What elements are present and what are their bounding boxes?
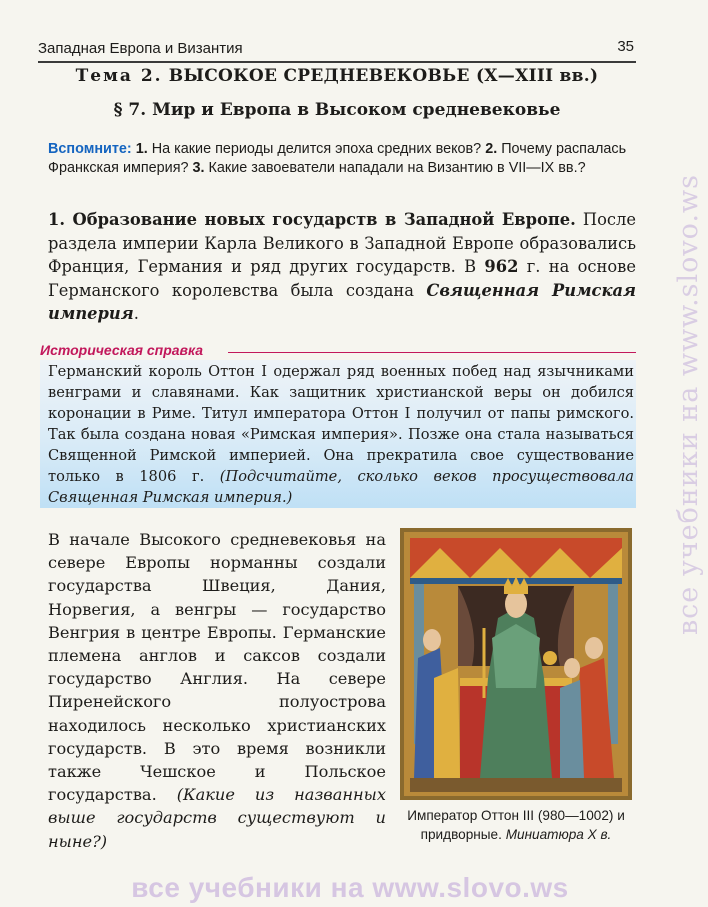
historical-note-body: Германский король Оттон I одержал ряд военных побед над язычниками венграми и славянами. Как защитник христианской веры он добился коронации в Риме. Титул императора Оттон I получил от папы римского. Так была создана новая «Римская империя». Позже она стала называться Священной Римской империей. Она прекратила свое существование только в 1806 г. [48, 363, 634, 485]
paragraph-title: § 7. Мир и Европа в Высоком средневековье [113, 100, 561, 120]
historical-note-label: Историческая справка [40, 342, 204, 358]
topic-title [38, 66, 636, 86]
historical-note-question: (Подсчитайте, сколько веков просуществовала Священная Римская империя.) [48, 468, 634, 506]
caption-main: Император Оттон III (980—1002) и придворные. [407, 808, 625, 842]
historical-note-text [48, 361, 634, 508]
remember-label: Вспомните: [48, 141, 132, 157]
miniature-illustration [400, 528, 632, 800]
section-2-question: (Какие из названных выше государств существуют и ныне?) [48, 785, 386, 851]
topic-prefix: Тема 2. [75, 66, 163, 86]
question-text: Какие завоеватели нападали на Византию в VII—IX вв.? [208, 160, 586, 176]
remember-block [48, 140, 636, 178]
section-1-text: г. на основе Германского королевства была создана [48, 257, 636, 300]
section-1-heading: 1. Образование новых государств в Западной Европе. [48, 210, 576, 229]
section-2-text: В начале Высокого средневековья на севере Европы норманны создали государства Швеция, Дания, Норвегия, а венгры — государство Венгрия в центре Европы. Германские племена англов и саксов создали государство Англия. На севере Пиренейского полуострова находилось несколько христианских государств. В это время возникли также Чешское и Польское государства. [48, 530, 386, 805]
running-head [38, 38, 634, 60]
question-number: 3. [192, 160, 205, 176]
question-text: На какие периоды делится эпоха средних веков? [151, 141, 482, 157]
year-962: 962 [484, 257, 519, 276]
running-head-section: Западная Европа и Византия [38, 40, 243, 57]
side-watermark: все учебники на www.slovo.ws [672, 174, 704, 636]
historical-note-header [40, 342, 636, 360]
caption-italic: Миниатюра X в. [505, 827, 612, 842]
question-number: 2. [485, 141, 498, 157]
period: . [133, 304, 139, 323]
section-2 [48, 528, 386, 853]
page-number: 35 [617, 38, 634, 55]
topic-name: ВЫСОКОЕ СРЕДНЕВЕКОВЬЕ (X—XIII вв.) [168, 66, 599, 86]
section-1 [48, 208, 636, 326]
bottom-watermark: все учебники на www.slovo.ws [131, 872, 569, 903]
running-head-rule [38, 61, 636, 63]
question-number: 1. [135, 141, 148, 157]
question-text: Почему распалась Франкская империя? [48, 141, 627, 176]
holy-roman-empire-term: Священная Римская империя [48, 280, 636, 323]
figure-caption [396, 806, 636, 844]
section-1-text: После раздела империи Карла Великого в Западной Европе образовались Франция, Германия и ряд других государств. В [48, 210, 636, 276]
historical-note-rule [228, 352, 636, 353]
